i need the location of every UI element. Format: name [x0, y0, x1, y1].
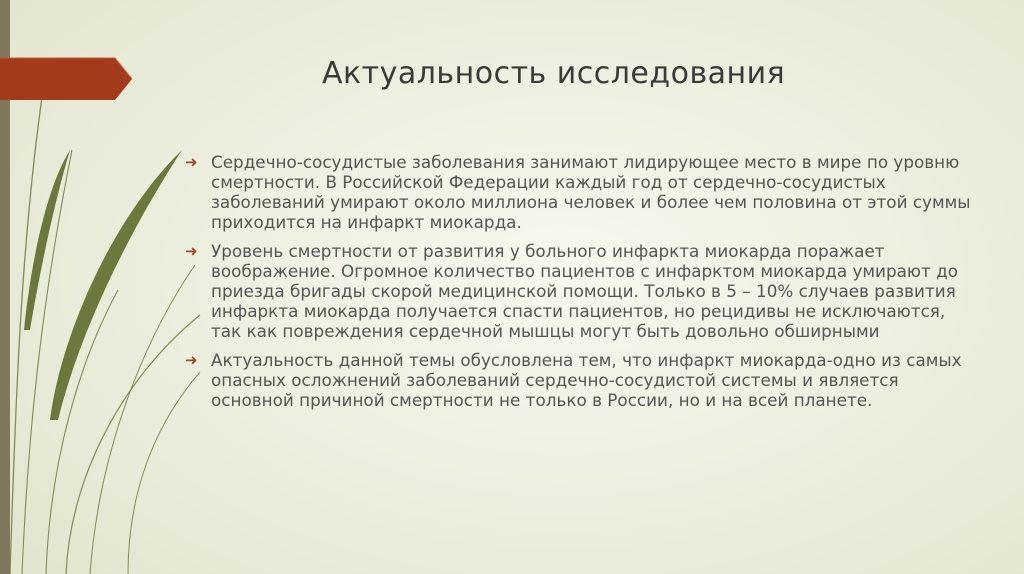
arrow-right-icon: ➜ [185, 351, 198, 369]
bullet-text: Уровень смертности от развития у больного инфаркта миокарда поражает воображение. Огромное количество пациентов с инфарктом миокарда умирают до приезда бригады скорой медицинской помощи. Только в 5 – 10% случаев развития инфаркта миокарда получается спасти пациентов, но рецидивы не исключаются, так как повреждения сердечной мышцы могут быть довольно обширными [211, 241, 958, 341]
title-accent-tab [0, 0, 140, 110]
bullet-item [185, 241, 975, 341]
bullet-text: Актуальность данной темы обусловлена тем, что инфаркт миокарда-одно из самых опасных осложнений заболеваний сердечно-сосудистой системы и является основной причиной смертности не только в России, но и на всей планете. [211, 350, 962, 410]
bullet-text: Сердечно-сосудистые заболевания занимают лидирующее место в мире по уровню смертности. В Российской Федерации каждый год от сердечно-сосудистых заболеваний умирают около миллиона человек и более чем половина от этой суммы приходится на инфаркт миокарда. [211, 152, 971, 232]
bullet-list [185, 152, 975, 419]
bullet-item [185, 350, 975, 410]
arrow-right-icon: ➜ [185, 242, 198, 260]
arrow-right-icon: ➜ [185, 153, 198, 171]
bullet-item [185, 152, 975, 232]
slide-title: Актуальность исследования [322, 56, 786, 91]
